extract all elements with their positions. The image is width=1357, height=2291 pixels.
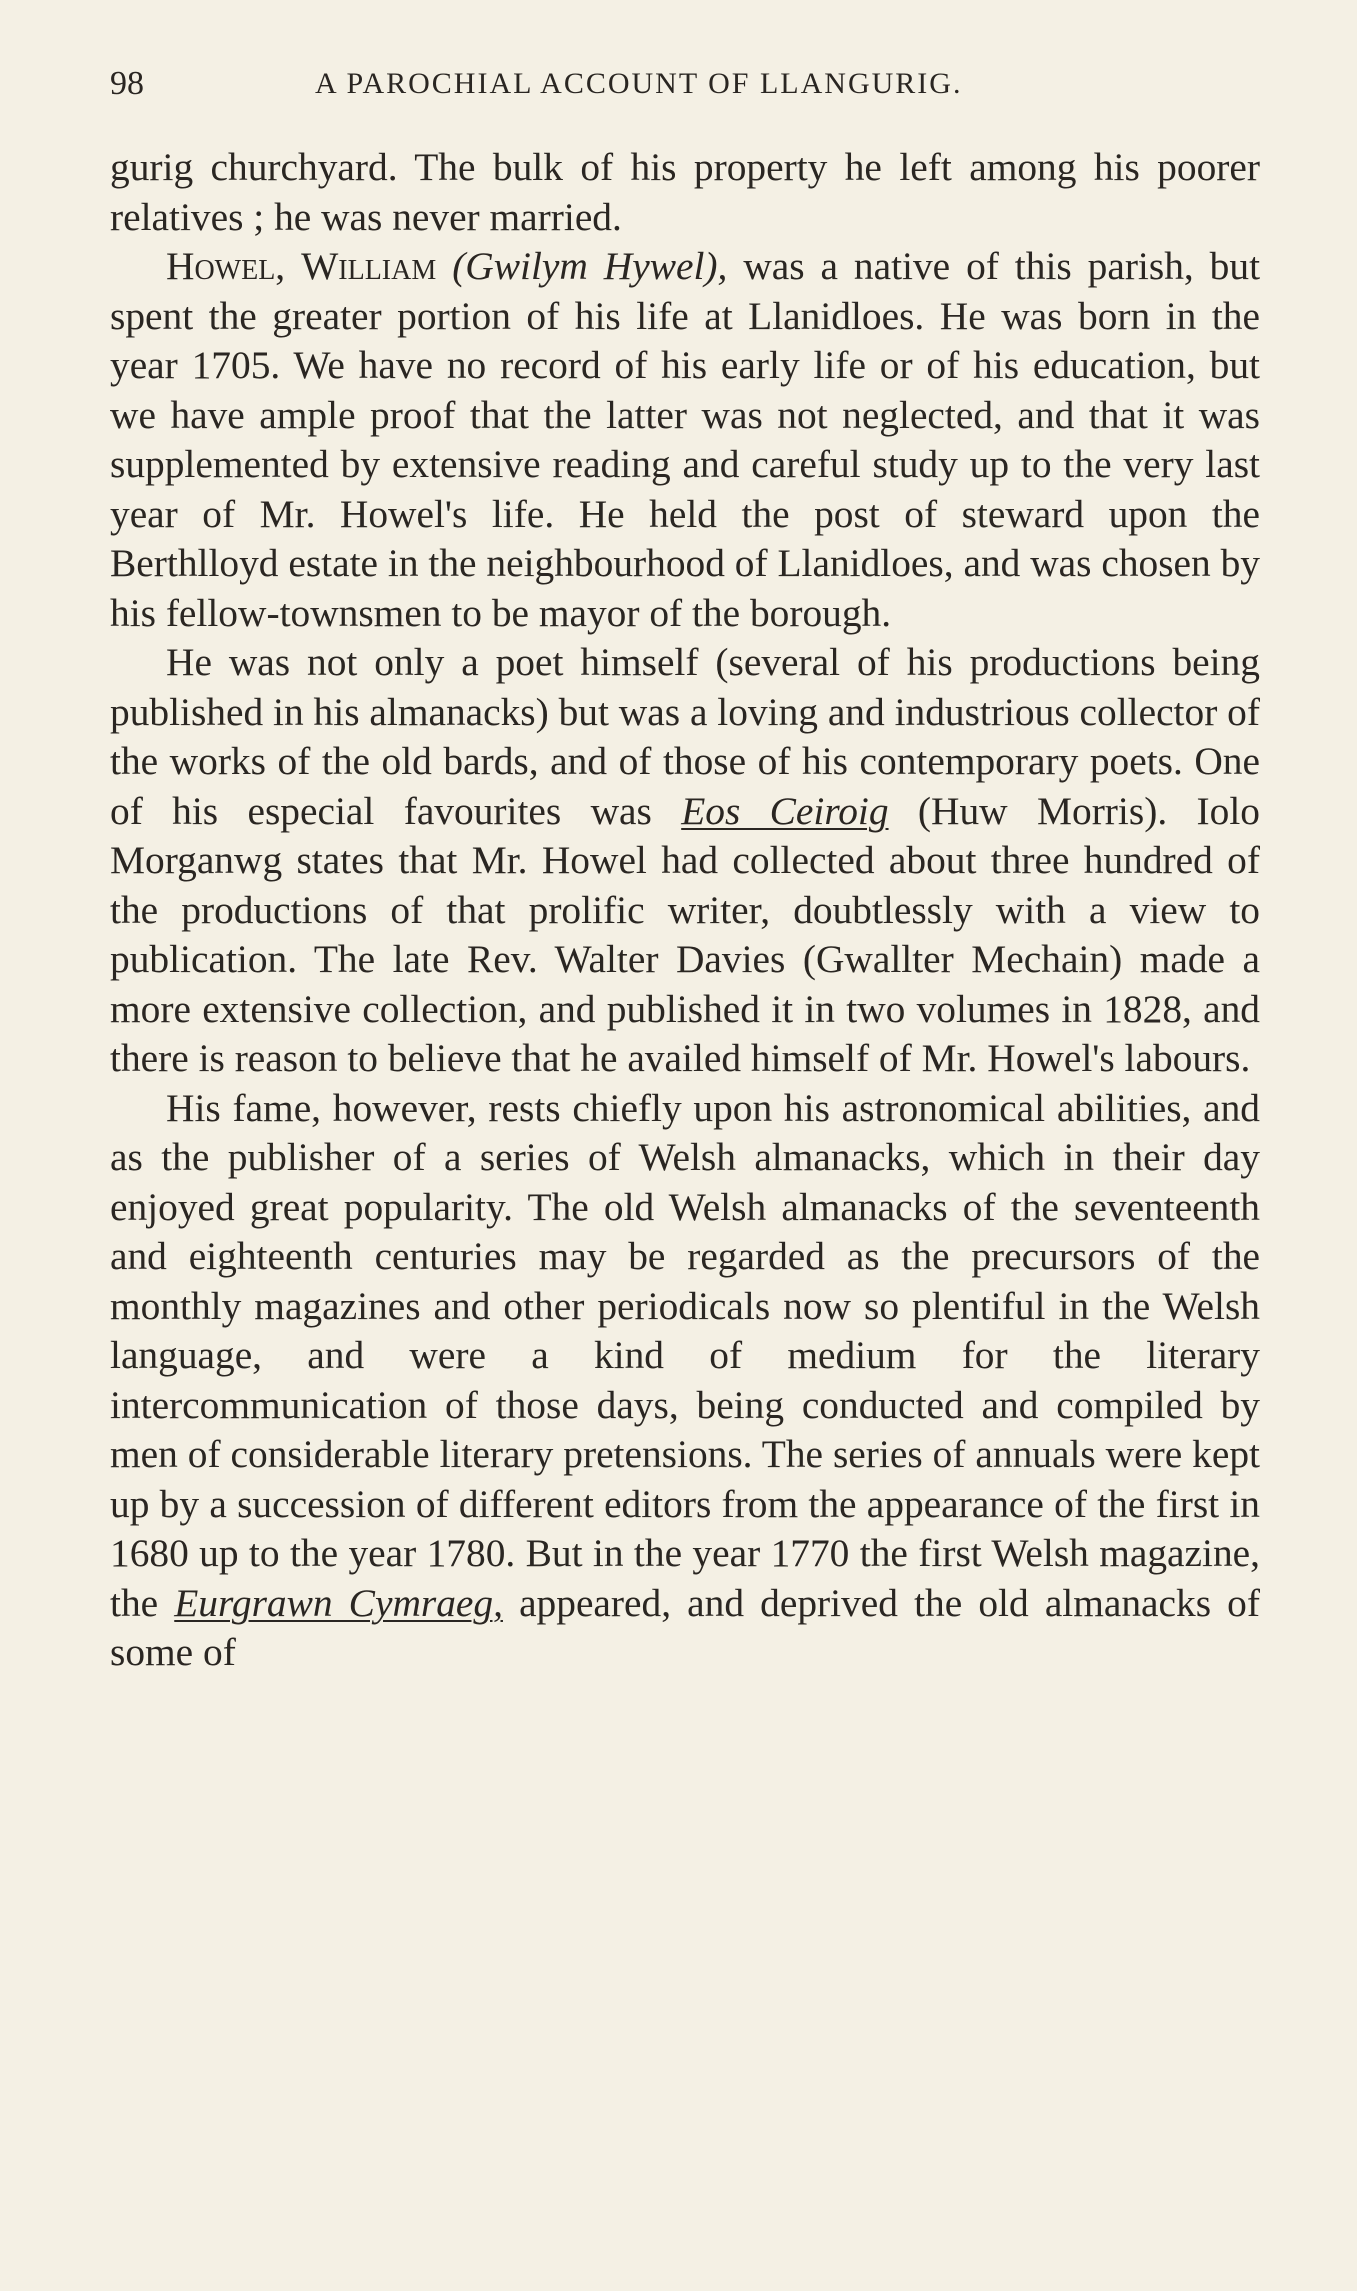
- running-head: [110, 55, 1260, 115]
- paragraph-poetry-collection: [110, 638, 1260, 1084]
- paragraph-almanacks: [110, 1084, 1260, 1678]
- bardic-name-eos-ceiroig: Eos Ceiroig: [681, 788, 889, 833]
- body-text: [110, 143, 1260, 1678]
- running-title: A PAROCHIAL ACCOUNT OF LLANGURIG.: [315, 67, 963, 100]
- paragraph-text: gurig churchyard. The bulk of his property he left among his poorer relatives ; he was never married.: [110, 145, 1260, 239]
- paragraph-text: appeared, and deprived the old almanacks of some of: [110, 1580, 1260, 1674]
- book-page: [110, 55, 1260, 1678]
- paragraph-howel-biography: [110, 242, 1260, 638]
- bardic-name: (Gwilym Hywel),: [452, 244, 728, 288]
- paragraph-text: (Huw Morris). Iolo Morganwg states that Mr. Howel had collected about three hundred of the productions of that prolific writer, doubtlessly with a view to publication. The late Rev. Walter Davies (Gwallter Mechain) made a more extensive collection, and published it in two volumes in 1828, and there is reason to believe that he availed himself of Mr. Howel's labours.: [110, 788, 1260, 1080]
- paragraph-continuation: [110, 143, 1260, 242]
- person-given-name: William: [301, 244, 437, 288]
- magazine-title: Eurgrawn Cymraeg,: [174, 1580, 503, 1625]
- person-surname: Howel,: [166, 244, 286, 288]
- page-number: 98: [110, 65, 144, 102]
- paragraph-text: He was not only a poet himself (several of his productions being published in his almanacks) but was a loving and industrious collector of the works of the old bards, and of those of his contemporary poets. One of his especial favourites was: [110, 640, 1260, 833]
- paragraph-text: His fame, however, rests chiefly upon his astronomical abilities, and as the publisher of a series of Welsh almanacks, which in their day enjoyed great popularity. The old Welsh almanacks of the seventeenth and eighteenth centuries may be regarded as the precursors of the monthly magazines and other periodicals now so plentiful in the Welsh language, and were a kind of medium for the literary intercommunication of those days, being conducted and compiled by men of considerable literary pretensions. The series of annuals were kept up by a succession of different editors from the appearance of the first in 1680 up to the year 1780. But in the year 1770 the first Welsh magazine, the: [110, 1085, 1260, 1625]
- paragraph-text: was a native of this parish, but spent the greater portion of his life at Llanidloes. He was born in the year 1705. We have no record of his early life or of his education, but we have ample proof that the latter was not neglected, and that it was supplemented by extensive reading and careful study up to the very last year of Mr. Howel's life. He held the post of steward upon the Berthlloyd estate in the neighbourhood of Llanidloes, and was chosen by his fellow-townsmen to be mayor of the borough.: [110, 244, 1261, 635]
